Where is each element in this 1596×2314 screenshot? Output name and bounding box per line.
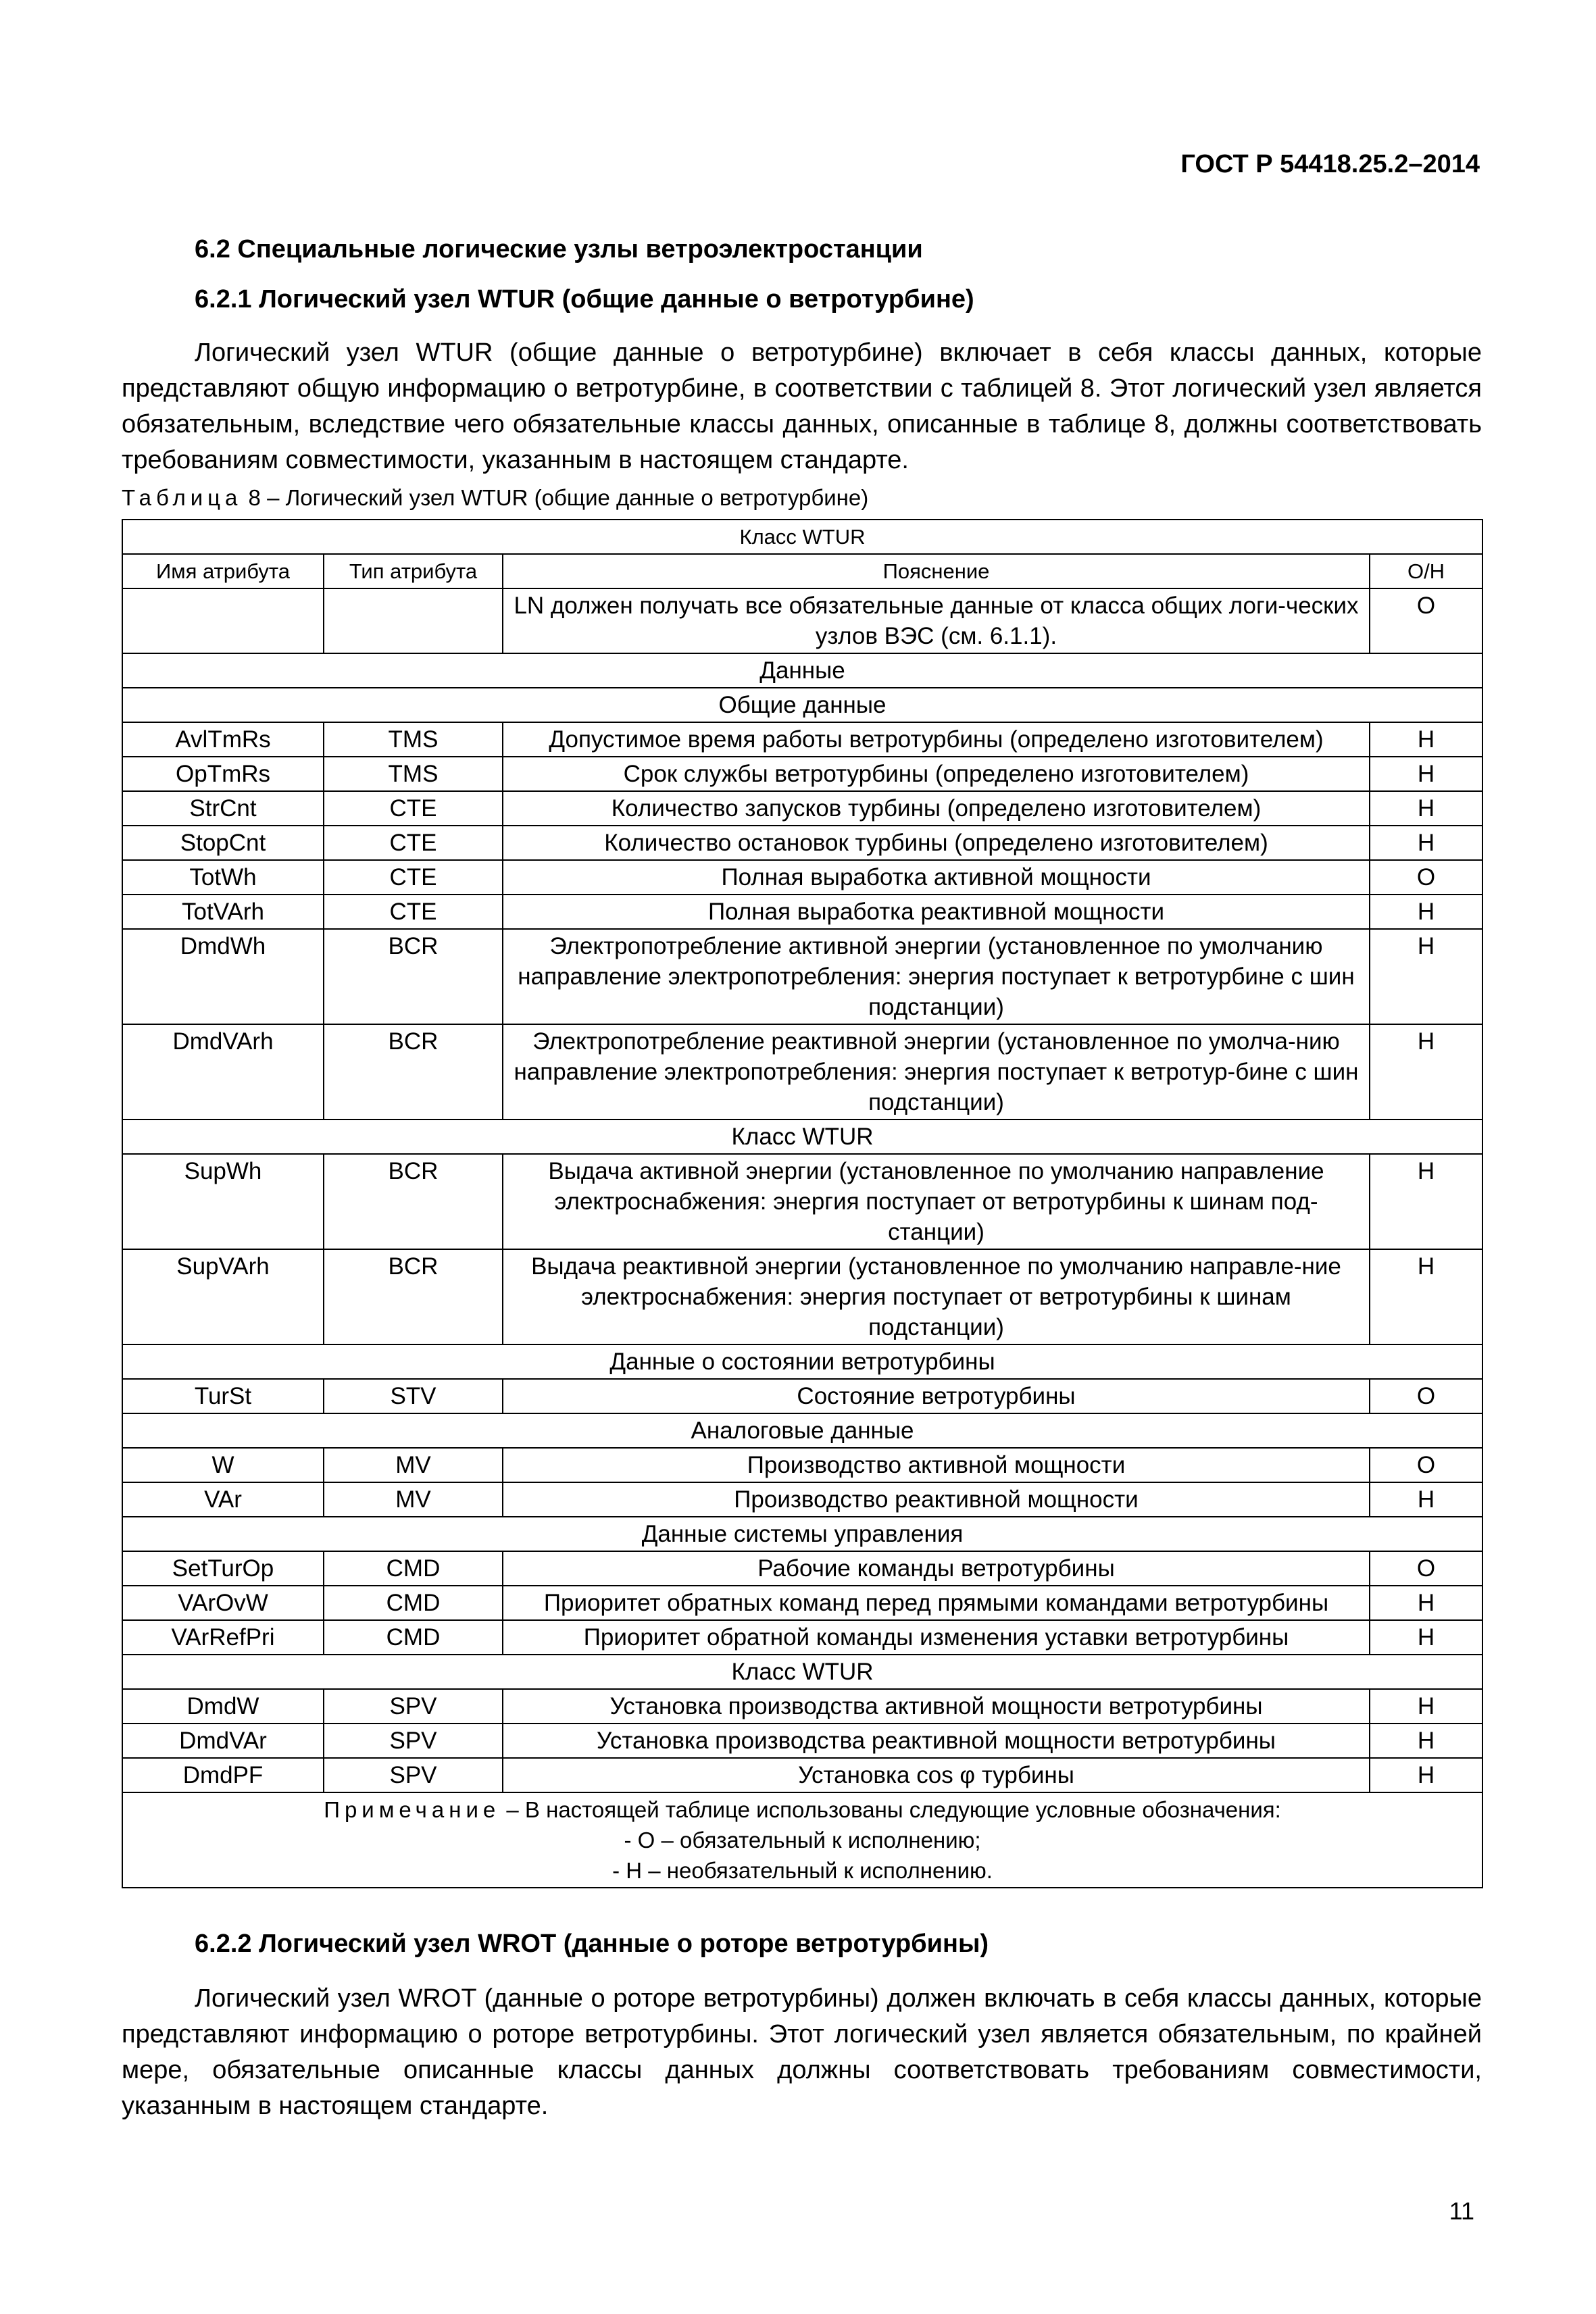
- attribute-type-cell: MV: [324, 1482, 503, 1517]
- section-6-2-1-title: 6.2.1 Логический узел WTUR (общие данные о ветротурбине): [195, 285, 974, 313]
- page-number: 11: [1449, 2197, 1474, 2225]
- description-cell: Количество остановок турбины (определено изготовителем): [503, 826, 1370, 860]
- note-line-optional: - Н – необязательный к исполнению.: [612, 1858, 993, 1883]
- mandatory-flag-cell: Н: [1370, 1689, 1482, 1724]
- mandatory-flag-cell: О: [1370, 588, 1482, 653]
- table-row: [122, 860, 1482, 895]
- wtur-table: [122, 519, 1483, 1888]
- description-cell: Допустимое время работы ветротурбины (определено изготовителем): [503, 722, 1370, 757]
- group-label: Аналоговые данные: [122, 1413, 1482, 1448]
- table-row: [122, 1586, 1482, 1620]
- description-cell: Приоритет обратных команд перед прямыми командами ветротурбины: [503, 1586, 1370, 1620]
- table-row: [122, 1689, 1482, 1724]
- attribute-name-cell: SupVArh: [122, 1249, 324, 1344]
- attribute-type-cell: SPV: [324, 1689, 503, 1724]
- attribute-type-cell: CTE: [324, 895, 503, 929]
- section-6-2-2-title: 6.2.2 Логический узел WROT (данные о роторе ветротурбины): [195, 1930, 989, 1958]
- mandatory-flag-cell: Н: [1370, 722, 1482, 757]
- attribute-name-cell: TotWh: [122, 860, 324, 895]
- table-note: [122, 1792, 1482, 1888]
- attribute-type-cell: CMD: [324, 1551, 503, 1586]
- table-row: [122, 929, 1482, 1024]
- attribute-name-cell: VAr: [122, 1482, 324, 1517]
- table-group-row: [122, 1413, 1482, 1448]
- table-class-header: Класс WTUR: [122, 520, 1482, 554]
- mandatory-flag-cell: О: [1370, 1448, 1482, 1482]
- attribute-name-cell: VArOvW: [122, 1586, 324, 1620]
- table-row: [122, 826, 1482, 860]
- group-label: Данные о состоянии ветротурбины: [122, 1344, 1482, 1379]
- mandatory-flag-cell: Н: [1370, 1482, 1482, 1517]
- attribute-type-cell: STV: [324, 1379, 503, 1413]
- attribute-name-cell: VArRefPri: [122, 1620, 324, 1655]
- attribute-name-cell: AvlTmRs: [122, 722, 324, 757]
- attribute-type-cell: BCR: [324, 1154, 503, 1249]
- description-cell: Установка производства активной мощности ветротурбины: [503, 1689, 1370, 1724]
- mandatory-flag-cell: Н: [1370, 1249, 1482, 1344]
- group-label: Класс WTUR: [122, 1655, 1482, 1689]
- description-cell: Срок службы ветротурбины (определено изготовителем): [503, 757, 1370, 791]
- table-row: [122, 1379, 1482, 1413]
- mandatory-flag-cell: О: [1370, 860, 1482, 895]
- table-row: [122, 895, 1482, 929]
- description-cell: Приоритет обратной команды изменения уставки ветротурбины: [503, 1620, 1370, 1655]
- table-group-row: [122, 1517, 1482, 1551]
- note-word: Примечание: [324, 1797, 501, 1822]
- attribute-name-cell: StrCnt: [122, 791, 324, 826]
- attribute-type-cell: SPV: [324, 1724, 503, 1758]
- attribute-type-cell: BCR: [324, 1249, 503, 1344]
- mandatory-flag-cell: Н: [1370, 1154, 1482, 1249]
- note-text: – В настоящей таблице использованы следующие условные обозначения:: [500, 1797, 1281, 1822]
- mandatory-flag-cell: Н: [1370, 895, 1482, 929]
- mandatory-flag-cell: Н: [1370, 1586, 1482, 1620]
- description-cell: Состояние ветротурбины: [503, 1379, 1370, 1413]
- table-row: [122, 1620, 1482, 1655]
- mandatory-flag-cell: Н: [1370, 1724, 1482, 1758]
- description-cell: Количество запусков турбины (определено изготовителем): [503, 791, 1370, 826]
- table-row: [122, 791, 1482, 826]
- attribute-type-cell: CMD: [324, 1620, 503, 1655]
- attribute-name-cell: DmdVArh: [122, 1024, 324, 1120]
- table-row: [122, 1724, 1482, 1758]
- table-row: [122, 1154, 1482, 1249]
- mandatory-flag-cell: О: [1370, 1551, 1482, 1586]
- attribute-name-cell: TotVArh: [122, 895, 324, 929]
- mandatory-flag-cell: Н: [1370, 791, 1482, 826]
- table-row: [122, 757, 1482, 791]
- table-row: [122, 1758, 1482, 1792]
- table-caption-text: 8 – Логический узел WTUR (общие данные о ветротурбине): [242, 485, 869, 510]
- column-header-name: Имя атрибута: [122, 554, 324, 588]
- attribute-name-cell: DmdWh: [122, 929, 324, 1024]
- table-row: [122, 1448, 1482, 1482]
- table-group-row: [122, 1344, 1482, 1379]
- attribute-name-cell: SetTurOp: [122, 1551, 324, 1586]
- attribute-name-cell: OpTmRs: [122, 757, 324, 791]
- description-cell: Полная выработка реактивной мощности: [503, 895, 1370, 929]
- attribute-name-cell: DmdW: [122, 1689, 324, 1724]
- attribute-type-cell: CTE: [324, 826, 503, 860]
- section-6-2-title: 6.2 Специальные логические узлы ветроэлектростанции: [195, 235, 923, 263]
- attribute-type-cell: MV: [324, 1448, 503, 1482]
- attribute-type-cell: [324, 588, 503, 653]
- attribute-name-cell: W: [122, 1448, 324, 1482]
- mandatory-flag-cell: Н: [1370, 757, 1482, 791]
- table-group-row: [122, 688, 1482, 722]
- mandatory-flag-cell: Н: [1370, 1024, 1482, 1120]
- column-header-type: Тип атрибута: [324, 554, 503, 588]
- mandatory-flag-cell: Н: [1370, 1620, 1482, 1655]
- note-line-mandatory: - О – обязательный к исполнению;: [624, 1828, 981, 1853]
- table-row: [122, 1551, 1482, 1586]
- group-label: Класс WTUR: [122, 1120, 1482, 1154]
- table-group-row: [122, 1655, 1482, 1689]
- attribute-type-cell: BCR: [324, 1024, 503, 1120]
- attribute-type-cell: TMS: [324, 722, 503, 757]
- attribute-type-cell: CTE: [324, 791, 503, 826]
- attribute-type-cell: CMD: [324, 1586, 503, 1620]
- attribute-name-cell: SupWh: [122, 1154, 324, 1249]
- group-label: Данные: [122, 653, 1482, 688]
- table-body: [122, 588, 1482, 1792]
- mandatory-flag-cell: Н: [1370, 1758, 1482, 1792]
- table-row: [122, 722, 1482, 757]
- section-6-2-1-paragraph: Логический узел WTUR (общие данные о ветротурбине) включает в себя классы данных, которые представляют общую информацию о ветротурбине, в соответствии с таблицей 8. Этот логический узел является обязательным, вследствие чего обязательные классы данных, описанные в таблице 8, должны соответствовать требованиям совместимости, указанным в настоящем стандарте.: [122, 338, 1482, 474]
- description-cell: Производство реактивной мощности: [503, 1482, 1370, 1517]
- attribute-type-cell: BCR: [324, 929, 503, 1024]
- section-6-2-2-paragraph: Логический узел WROT (данные о роторе ветротурбины) должен включать в себя классы данных, которые представляют информацию о роторе ветротурбины. Этот логический узел является обязательным, по крайней мере, обязательные описанные классы данных должны соответствовать требованиям совместимости, указанным в настоящем стандарте.: [122, 1984, 1482, 2120]
- description-cell: Выдача реактивной энергии (установленное по умолчанию направле-ние электроснабжения: энергия поступает от ветротурбины к шинам подстанции): [503, 1249, 1370, 1344]
- mandatory-flag-cell: Н: [1370, 929, 1482, 1024]
- standard-identifier: ГОСТ Р 54418.25.2–2014: [1180, 150, 1480, 178]
- table-caption-word: Таблица: [122, 485, 243, 510]
- table-row: [122, 1482, 1482, 1517]
- group-label: Общие данные: [122, 688, 1482, 722]
- table-row: [122, 1249, 1482, 1344]
- mandatory-flag-cell: Н: [1370, 826, 1482, 860]
- attribute-name-cell: DmdPF: [122, 1758, 324, 1792]
- description-cell: Установка производства реактивной мощности ветротурбины: [503, 1724, 1370, 1758]
- attribute-name-cell: TurSt: [122, 1379, 324, 1413]
- table-group-row: [122, 1120, 1482, 1154]
- table-row: [122, 1024, 1482, 1120]
- attribute-type-cell: CTE: [324, 860, 503, 895]
- group-label: Данные системы управления: [122, 1517, 1482, 1551]
- table-row: [122, 588, 1482, 653]
- description-cell: Рабочие команды ветротурбины: [503, 1551, 1370, 1586]
- table-group-row: [122, 653, 1482, 688]
- description-cell: Электропотребление реактивной энергии (установленное по умолча-нию направление электропотребления: энергия поступает к ветротур-бине с шин подстанции): [503, 1024, 1370, 1120]
- attribute-name-cell: [122, 588, 324, 653]
- description-cell: LN должен получать все обязательные данные от класса общих логи-ческих узлов ВЭС (см. 6.1.1).: [503, 588, 1370, 653]
- table-caption: [122, 485, 868, 511]
- description-cell: Полная выработка активной мощности: [503, 860, 1370, 895]
- attribute-type-cell: SPV: [324, 1758, 503, 1792]
- description-cell: Производство активной мощности: [503, 1448, 1370, 1482]
- column-header-mandatory: О/Н: [1370, 554, 1482, 588]
- description-cell: Выдача активной энергии (установленное по умолчанию направление электроснабжения: энергия поступает от ветротурбины к шинам под-станции): [503, 1154, 1370, 1249]
- attribute-name-cell: DmdVAr: [122, 1724, 324, 1758]
- column-header-description: Пояснение: [503, 554, 1370, 588]
- attribute-type-cell: TMS: [324, 757, 503, 791]
- mandatory-flag-cell: О: [1370, 1379, 1482, 1413]
- attribute-name-cell: StopCnt: [122, 826, 324, 860]
- description-cell: Электропотребление активной энергии (установленное по умолчанию направление электропотребления: энергия поступает к ветротурбине с шин подстанции): [503, 929, 1370, 1024]
- description-cell: Установка cos φ турбины: [503, 1758, 1370, 1792]
